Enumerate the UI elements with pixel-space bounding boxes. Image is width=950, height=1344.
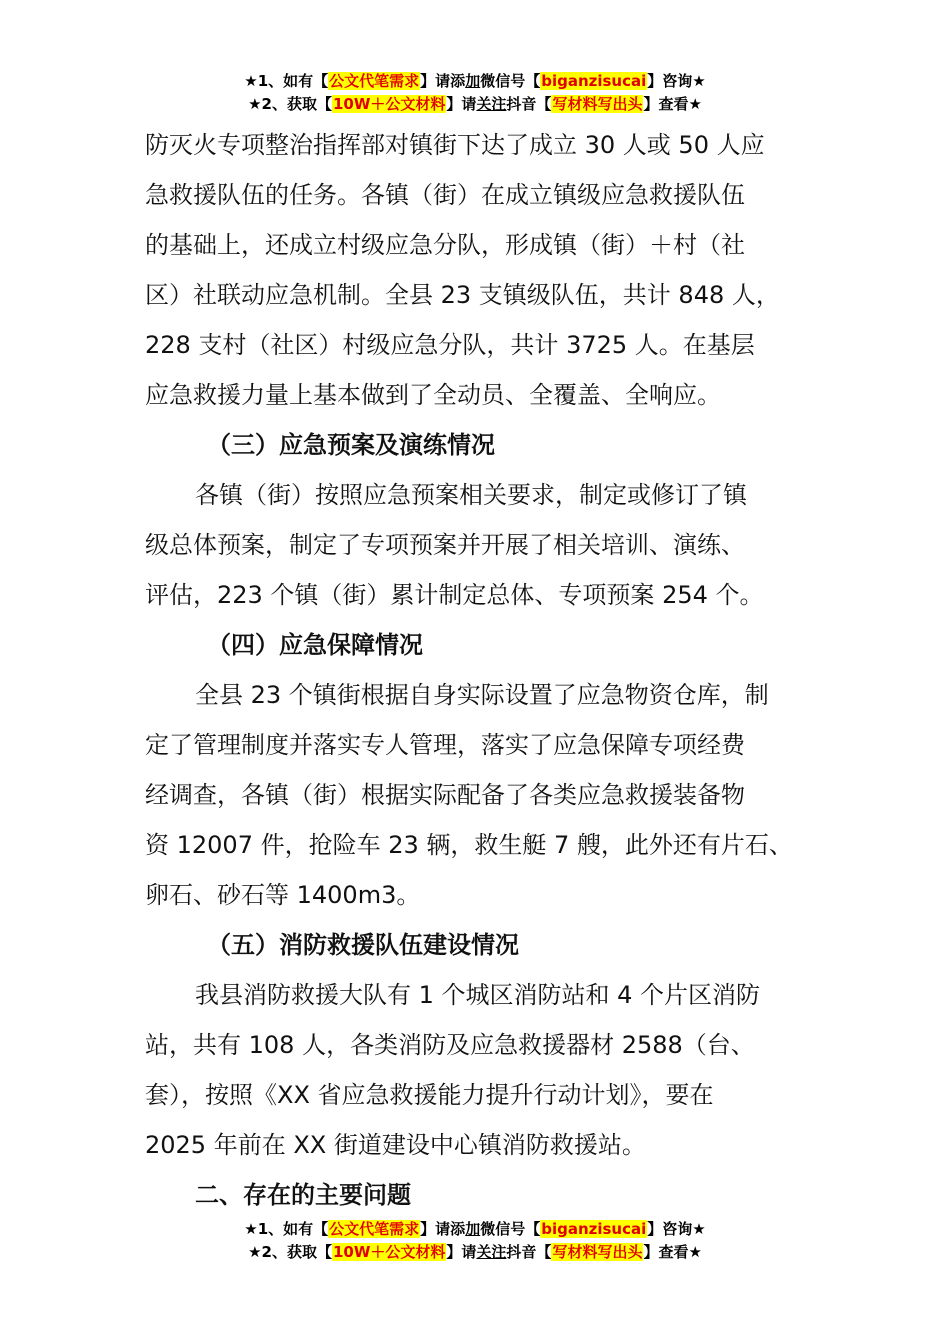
promo-line-2: ★2、获取【10W＋公文材料】请关注抖音【写材料写出头】查看★ xyxy=(248,1243,702,1261)
promo-line-2: ★2、获取【10W＋公文材料】请关注抖音【写材料写出头】查看★ xyxy=(248,95,702,113)
promo-line-1: ★1、如有【公文代笔需求】请添加微信号【biganzisucai】咨询★ xyxy=(244,72,706,90)
text-line: 经调查，各镇（街）根据实际配备了各类应急救援装备物 xyxy=(145,781,745,809)
text-line: 套），按照《XX 省应急救援能力提升行动计划》，要在 xyxy=(145,1081,714,1109)
chapter-heading: 二、存在的主要问题 xyxy=(195,1181,411,1209)
wechat-id: biganzisucai xyxy=(541,1220,647,1238)
wechat-id: biganzisucai xyxy=(541,72,647,90)
text-line: 228 支村（社区）村级应急分队，共计 3725 人。在基层 xyxy=(145,331,755,359)
text-line: 应急救援力量上基本做到了全动员、全覆盖、全响应。 xyxy=(145,381,721,409)
text-line: 全县 23 个镇街根据自身实际设置了应急物资仓库，制 xyxy=(195,681,769,709)
highlight-text: 10W＋公文材料 xyxy=(332,95,446,113)
highlight-text: 10W＋公文材料 xyxy=(332,1243,446,1261)
highlight-text: 公文代笔需求 xyxy=(329,72,420,90)
text-line: 的基础上，还成立村级应急分队，形成镇（街）＋村（社 xyxy=(145,231,745,259)
text-line: 我县消防救援大队有 1 个城区消防站和 4 个片区消防 xyxy=(195,981,761,1009)
promo-banner-top xyxy=(0,70,950,116)
text-line: 站，共有 108 人，各类消防及应急救援器材 2588（台、 xyxy=(145,1031,755,1059)
douyin-account: 写材料写出头 xyxy=(552,1243,643,1261)
text-line: 评估，223 个镇（街）累计制定总体、专项预案 254 个。 xyxy=(145,581,764,609)
document-body xyxy=(145,120,835,1220)
text-line: 防灭火专项整治指挥部对镇街下达了成立 30 人或 50 人应 xyxy=(145,131,765,159)
section-heading-3: （三）应急预案及演练情况 xyxy=(207,431,495,459)
text-line: 各镇（街）按照应急预案相关要求，制定或修订了镇 xyxy=(195,481,747,509)
text-line: 资 12007 件，抢险车 23 辆，救生艇 7 艘，此外还有片石、 xyxy=(145,831,793,859)
douyin-account: 写材料写出头 xyxy=(552,95,643,113)
promo-line-1: ★1、如有【公文代笔需求】请添加微信号【biganzisucai】咨询★ xyxy=(244,1220,706,1238)
highlight-text: 公文代笔需求 xyxy=(329,1220,420,1238)
section-heading-4: （四）应急保障情况 xyxy=(207,631,423,659)
section-heading-5: （五）消防救援队伍建设情况 xyxy=(207,931,519,959)
text-line: 级总体预案，制定了专项预案并开展了相关培训、演练、 xyxy=(145,531,745,559)
text-line: 2025 年前在 XX 街道建设中心镇消防救援站。 xyxy=(145,1131,646,1159)
promo-banner-bottom xyxy=(0,1218,950,1264)
text-line: 急救援队伍的任务。各镇（街）在成立镇级应急救援队伍 xyxy=(145,181,745,209)
text-line: 定了管理制度并落实专人管理，落实了应急保障专项经费 xyxy=(145,731,745,759)
text-line: 卵石、砂石等 1400m3。 xyxy=(145,881,421,909)
text-line: 区）社联动应急机制。全县 23 支镇级队伍，共计 848 人， xyxy=(145,281,780,309)
